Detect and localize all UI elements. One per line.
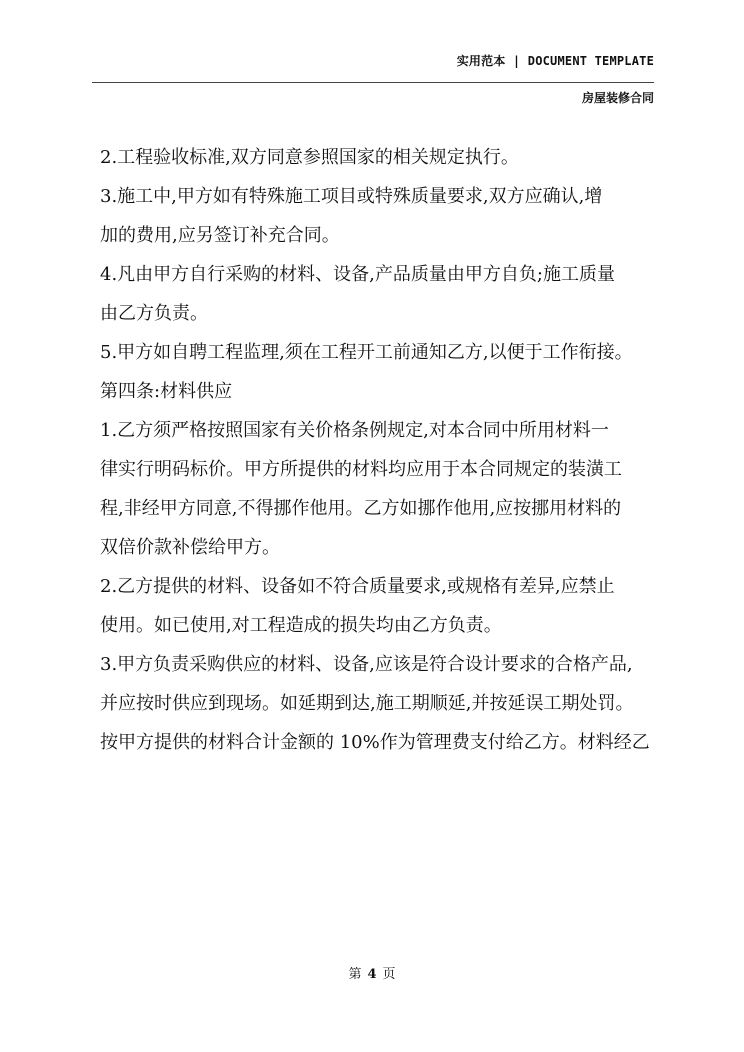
body-line: 1.乙方须严格按照国家有关价格条例规定,对本合同中所用材料一: [100, 420, 609, 441]
body-line: 加的费用,应另签订补充合同。: [100, 225, 340, 246]
body-line: 使用。如已使用,对工程造成的损失均由乙方负责。: [100, 615, 502, 636]
page-number: 4: [367, 967, 377, 982]
body-line: 按甲方提供的材料合计金额的 10%作为管理费支付给乙方。材料经乙: [100, 732, 650, 753]
body-line: 3.甲方负责采购供应的材料、设备,应该是符合设计要求的合格产品,: [100, 654, 633, 675]
body-line: 律实行明码标价。甲方所提供的材料均应用于本合同规定的装潢工: [100, 459, 622, 480]
header-brand: 实用范本 | DOCUMENT TEMPLATE: [456, 54, 654, 68]
body-line: 5.甲方如自聘工程监理,须在工程开工前通知乙方,以便于工作衔接。: [100, 342, 633, 363]
document-title: 房屋装修合同: [581, 91, 654, 105]
body-line: 2.工程验收标准,双方同意参照国家的相关规定执行。: [100, 147, 519, 168]
header-divider: [92, 82, 654, 83]
page-footer: [0, 963, 744, 982]
contract-body: [100, 138, 656, 762]
body-line: 3.施工中,甲方如有特殊施工项目或特殊质量要求,双方应确认,增: [100, 186, 603, 207]
body-line: 双倍价款补偿给甲方。: [100, 537, 280, 558]
page-suffix: 页: [382, 967, 396, 982]
body-line: 4.凡由甲方自行采购的材料、设备,产品质量由甲方自负;施工质量: [100, 264, 615, 285]
section-heading: 第四条:材料供应: [100, 381, 233, 402]
body-line: 程,非经甲方同意,不得挪作他用。乙方如挪作他用,应按挪用材料的: [100, 498, 622, 519]
body-line: 2.乙方提供的材料、设备如不符合质量要求,或规格有差异,应禁止: [100, 576, 615, 597]
body-line: 并应按时供应到现场。如延期到达,施工期顺延,并按延误工期处罚。: [100, 693, 634, 714]
body-line: 由乙方负责。: [100, 303, 208, 324]
page-prefix: 第: [348, 967, 362, 982]
